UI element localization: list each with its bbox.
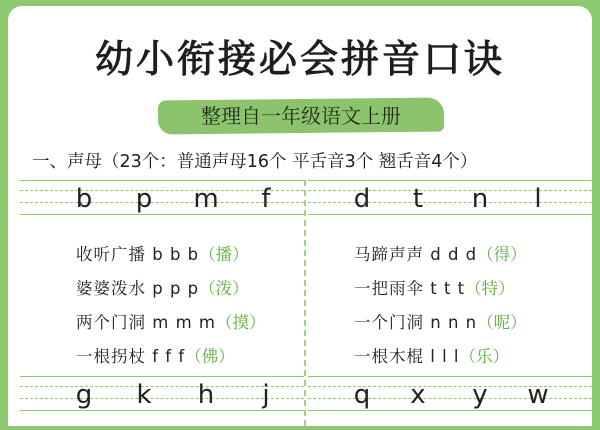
guide-line [308, 410, 592, 411]
rhyme-highlight: 佛 [201, 347, 219, 366]
rhyme-text: 收听广播 b b b [76, 245, 200, 264]
rhyme-highlight: 得 [493, 245, 511, 264]
rhyme-line [76, 309, 265, 333]
pinyin-letter: g [75, 380, 93, 410]
guide-line [308, 214, 592, 215]
rhyme-paren-close: ） [510, 245, 527, 264]
guide-line [20, 214, 304, 215]
pinyin-letter: t [412, 184, 424, 214]
rhyme-highlight: 泼 [215, 279, 233, 298]
rhyme-paren-close: ） [248, 313, 266, 332]
rhyme-line [354, 241, 527, 265]
worksheet-card [8, 6, 592, 426]
rhyme-paren-open: （ [459, 347, 476, 366]
rhyme-highlight: 摸 [232, 313, 249, 332]
letter-row [20, 380, 304, 410]
pinyin-letter: b [75, 184, 93, 214]
rhyme-text: 一根拐杖 f f f [76, 347, 186, 366]
letter-row [308, 184, 592, 214]
pinyin-letter: y [472, 380, 488, 410]
rhyme-highlight: 呢 [493, 313, 511, 332]
rhyme-highlight: 乐 [476, 347, 493, 366]
pinyin-letter: q [353, 380, 371, 410]
rhyme-text: 两个门洞 m m m [76, 313, 216, 332]
pinyin-letter: x [410, 380, 426, 410]
pinyin-letter: p [135, 184, 153, 214]
rhyme-paren-close: ） [218, 347, 235, 366]
rhyme-text: 婆婆泼水 p p p [76, 279, 200, 298]
guide-line [308, 376, 592, 377]
rhyme-paren-close: ） [232, 245, 249, 264]
letter-row [20, 184, 304, 214]
rhyme-paren-open: （ [215, 313, 233, 332]
rhyme-paren-close: ） [498, 279, 515, 298]
pinyin-letter: w [527, 380, 549, 410]
rhyme-paren-open: （ [199, 279, 216, 298]
letter-row [308, 380, 592, 410]
pinyin-letter: h [197, 380, 215, 410]
pinyin-letter: n [471, 184, 489, 214]
rhyme-line [354, 343, 509, 367]
pinyin-letter: f [261, 184, 271, 214]
section-heading: 一、声母（23个：普通声母16个 平舌音3个 翘舌音4个） [32, 152, 478, 172]
rhyme-paren-close: ） [232, 279, 249, 298]
rhyme-paren-open: （ [477, 313, 494, 332]
pinyin-letter: l [534, 184, 542, 214]
rhyme-highlight: 特 [481, 279, 499, 298]
pinyin-letter: k [136, 380, 152, 410]
pinyin-letter: m [193, 184, 219, 214]
rhyme-highlight: 播 [215, 245, 233, 264]
rhyme-line [76, 275, 249, 299]
rhyme-line [354, 275, 515, 299]
guide-line [308, 180, 592, 181]
pinyin-letter: d [353, 184, 371, 214]
rhyme-paren-open: （ [477, 245, 494, 264]
initials-group-bpmf [20, 180, 304, 430]
rhyme-paren-open: （ [185, 347, 202, 366]
page-title: 幼小衔接必会拼音口诀 [94, 37, 505, 81]
rhyme-text: 马蹄声声 d d d [354, 245, 478, 264]
rhyme-line [76, 241, 249, 265]
guide-line [20, 180, 304, 181]
rhyme-text: 一把雨伞 t t t [354, 279, 466, 298]
rhyme-text: 一根木棍 l l l [354, 347, 460, 366]
pinyin-letter: j [262, 380, 270, 410]
guide-line [20, 410, 304, 411]
rhyme-paren-close: ） [492, 347, 509, 366]
rhyme-line [354, 309, 527, 333]
rhyme-text: 一个门洞 n n n [354, 313, 478, 332]
guide-line [20, 376, 304, 377]
initials-group-dtnl [308, 180, 592, 430]
subtitle: 整理自一年级语文上册 [201, 104, 401, 128]
rhyme-paren-open: （ [199, 245, 216, 264]
rhyme-line [76, 343, 235, 367]
column-divider [304, 180, 306, 426]
rhyme-paren-close: ） [510, 313, 527, 332]
rhyme-paren-open: （ [465, 279, 482, 298]
